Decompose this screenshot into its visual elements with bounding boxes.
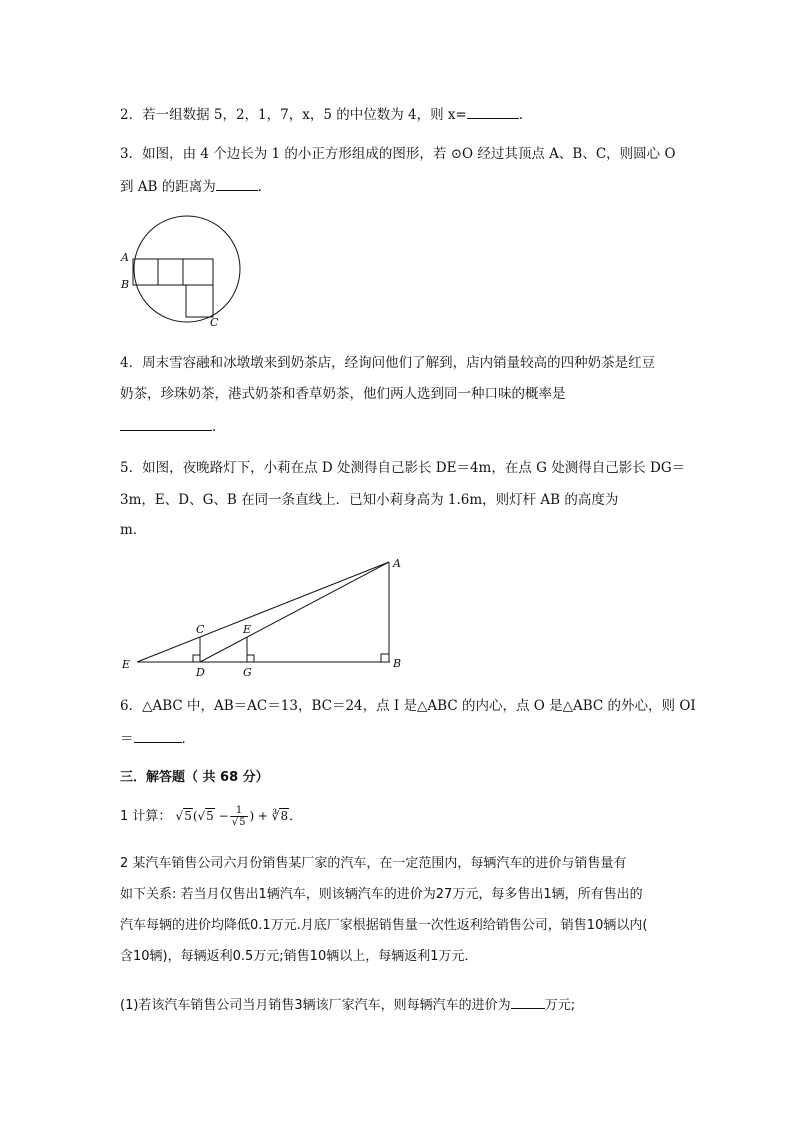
q3-squares — [133, 259, 213, 317]
q3-label-c: C — [210, 316, 219, 329]
q6-text2: ＝ — [120, 731, 134, 747]
q5-line1 — [120, 458, 685, 478]
q2-answer-blank[interactable] — [467, 104, 519, 119]
p1-expression: √5(√5 − $\frac{1}{√5}$ ) + ∛8 — [175, 805, 289, 828]
q2-line — [120, 104, 532, 125]
q5-text1: 5．如图，夜晚路灯下，小莉在点 D 处测得自己影长 DE＝4m，在点 G 处测得自己影长 DG＝ — [120, 460, 686, 476]
q6-text1: 6．△ABC 中，AB＝AC＝13，BC＝24，点 I 是△ABC 的内心，点 O 是△ABC 的外心，则 OI — [120, 698, 696, 714]
q3-text1: 3．如图，由 4 个边长为 1 的小正方形组成的图形，若 ⊙O 经过其顶点 A、B、C，则圆心 O — [120, 146, 676, 162]
q4-end: ． — [212, 419, 226, 435]
q2-text: 2．若一组数据 5，2，1，7，x，5 的中位数为 4，则 x= — [120, 107, 467, 123]
section-3-title — [120, 768, 269, 788]
p2-sub1-answer-blank[interactable] — [511, 994, 545, 1009]
q5-label-b: B — [393, 657, 402, 670]
q6-answer-blank[interactable] — [134, 728, 182, 743]
p2-sub1 — [120, 994, 575, 1016]
p2-text4: 含10辆)，每辆返利0.5万元;销售10辆以上，每辆返利1万元． — [120, 949, 478, 964]
q5-line2 — [120, 490, 618, 510]
q3-label-b: B — [121, 278, 130, 291]
q3-end: ． — [257, 179, 272, 195]
q4-line2 — [120, 384, 566, 404]
p1-end: ． — [289, 809, 303, 824]
q6-end: ． — [181, 731, 195, 747]
q5-label-d: D — [196, 666, 205, 679]
p2-sub1-end: 万元; — [544, 998, 576, 1013]
q5-line3 — [120, 520, 146, 540]
q3-circle — [134, 216, 240, 322]
p2-line4 — [120, 947, 477, 967]
q4-answer-blank[interactable] — [120, 416, 212, 431]
q4-text1: 4．周末雪容融和冰墩墩来到奶茶店，经询问他们了解到，店内销量较高的四种奶茶是红豆 — [120, 355, 656, 371]
q6-line2 — [120, 728, 195, 749]
p2-text1: 2 某汽车销售公司六月份销售某厂家的汽车，在一定范围内，每辆汽车的进价与销售量有 — [120, 856, 627, 871]
q3-text2: 到 AB 的距离为 — [120, 179, 216, 195]
q5-figure — [112, 552, 412, 682]
q3-line1 — [120, 144, 676, 164]
q5-right-angle-b — [381, 654, 389, 662]
q5-label-g: G — [243, 666, 252, 679]
q5-ray-d — [200, 562, 389, 662]
q4-text2: 奶茶，珍珠奶茶，港式奶茶和香草奶茶，他们两人选到同一种口味的概率是 — [120, 386, 566, 402]
q5-label-a: A — [393, 557, 401, 570]
q5-right-angle-g — [247, 655, 254, 662]
q5-label-c: C — [196, 623, 205, 636]
q3-answer-blank[interactable] — [216, 176, 258, 191]
q5-text2: 3m，E、D、G、B 在同一条直线上．已知小莉身高为 1.6m，则灯杆 AB 的高度为 — [120, 492, 619, 508]
p2-text3: 汽车每辆的进价均降低0.1万元.月底厂家根据销售量一次性返利给销售公司，销售10辆以内( — [120, 918, 648, 933]
q5-right-angle-d — [193, 655, 200, 662]
p2-line1 — [120, 854, 626, 874]
q3-label-a: A — [121, 251, 129, 264]
p2-sub1-text: (1)若该汽车销售公司当月销售3辆该厂家汽车，则每辆汽车的进价为 — [120, 998, 511, 1013]
section-3-title-text: 三．解答题（ 共 68 分） — [120, 770, 269, 785]
q4-line3 — [120, 416, 226, 437]
p2-text2: 如下关系: 若当月仅售出1辆汽车，则该辆汽车的进价为27万元，每多售出1辆，所有售出的 — [120, 887, 643, 902]
q4-line1 — [120, 353, 655, 373]
q5-ray-e — [137, 562, 389, 662]
p1-prefix: 1 计算： — [120, 809, 172, 824]
q6-line1 — [120, 696, 696, 716]
q5-label-e-ground: E — [122, 658, 131, 671]
p2-line2 — [120, 885, 643, 905]
q5-label-e-head: E — [243, 623, 252, 636]
q3-line2 — [120, 176, 271, 197]
q2-end: ． — [518, 107, 533, 123]
p2-line3 — [120, 916, 647, 936]
p1-line — [120, 803, 302, 830]
q3-figure — [112, 214, 252, 330]
q5-text3: m． — [120, 522, 147, 538]
